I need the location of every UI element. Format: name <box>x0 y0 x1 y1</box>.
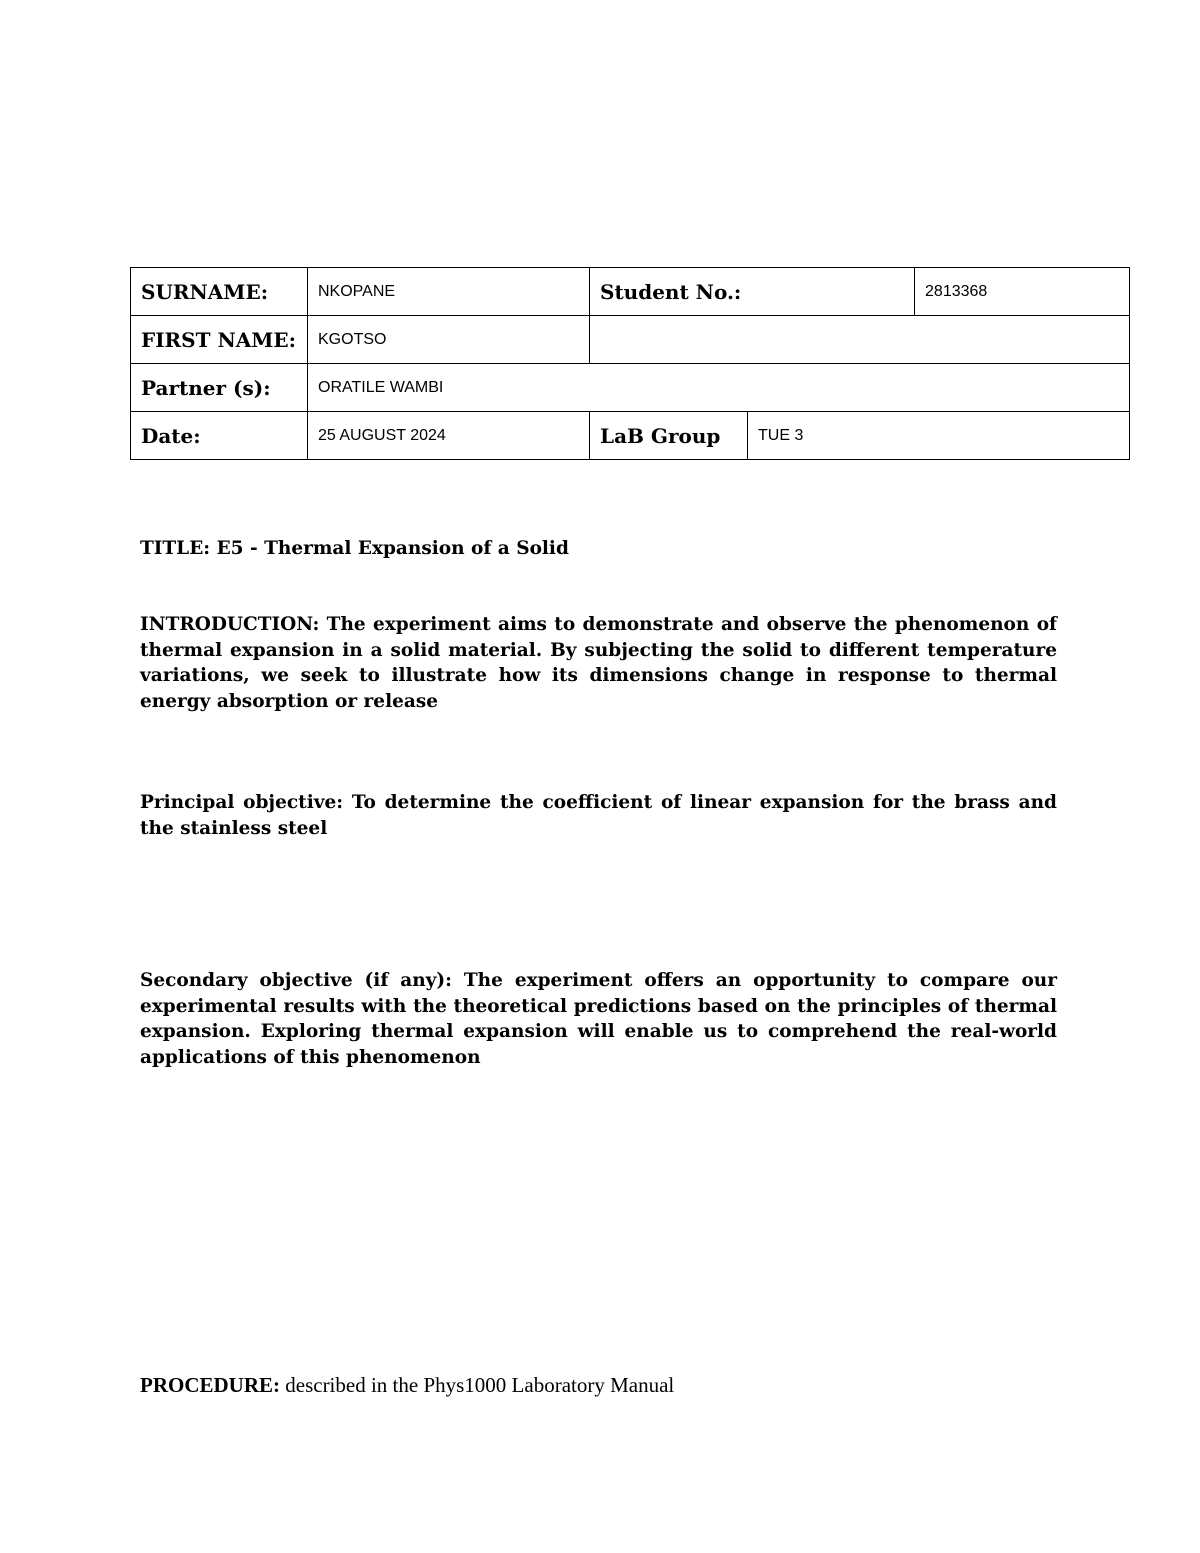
first-name-label: FIRST NAME: <box>131 316 308 364</box>
student-no-value: 2813368 <box>915 268 1130 316</box>
procedure-line <box>140 1371 674 1399</box>
principal-objective-paragraph: Principal objective: To determine the coefficient of linear expansion for the brass and the stainless steel <box>140 792 1057 839</box>
surname-value: NKOPANE <box>308 268 590 316</box>
secondary-objective-paragraph: Secondary objective (if any): The experiment offers an opportunity to compare our experimental results with the theoretical predictions based on the principles of thermal expansion. Exploring thermal expansion will enable us to comprehend the real-world applications of this phenomenon <box>140 970 1057 1068</box>
date-value: 25 AUGUST 2024 <box>308 412 590 460</box>
lab-group-value: TUE 3 <box>748 412 1130 460</box>
first-name-value: KGOTSO <box>308 316 590 364</box>
table-row <box>131 316 1130 364</box>
procedure-label: PROCEDURE: <box>140 1373 280 1397</box>
table-row <box>131 364 1130 412</box>
partner-label: Partner (s): <box>131 364 308 412</box>
procedure-text: described in the Phys1000 Laboratory Manual <box>280 1373 675 1397</box>
empty-cell <box>590 316 1130 364</box>
partner-value: ORATILE WAMBI <box>308 364 1130 412</box>
table-row <box>131 412 1130 460</box>
student-no-label: Student No.: <box>590 268 915 316</box>
table-row <box>131 268 1130 316</box>
report-title: TITLE: E5 - Thermal Expansion of a Solid <box>140 538 569 559</box>
lab-group-label: LaB Group <box>590 412 748 460</box>
date-label: Date: <box>131 412 308 460</box>
introduction-paragraph: INTRODUCTION: The experiment aims to demonstrate and observe the phenomenon of thermal expansion in a solid material. By subjecting the solid to different temperature variations, we seek to illustrate how its dimensions change in response to thermal energy absorption or release <box>140 614 1057 712</box>
surname-label: SURNAME: <box>131 268 308 316</box>
student-info-table <box>130 267 1130 460</box>
